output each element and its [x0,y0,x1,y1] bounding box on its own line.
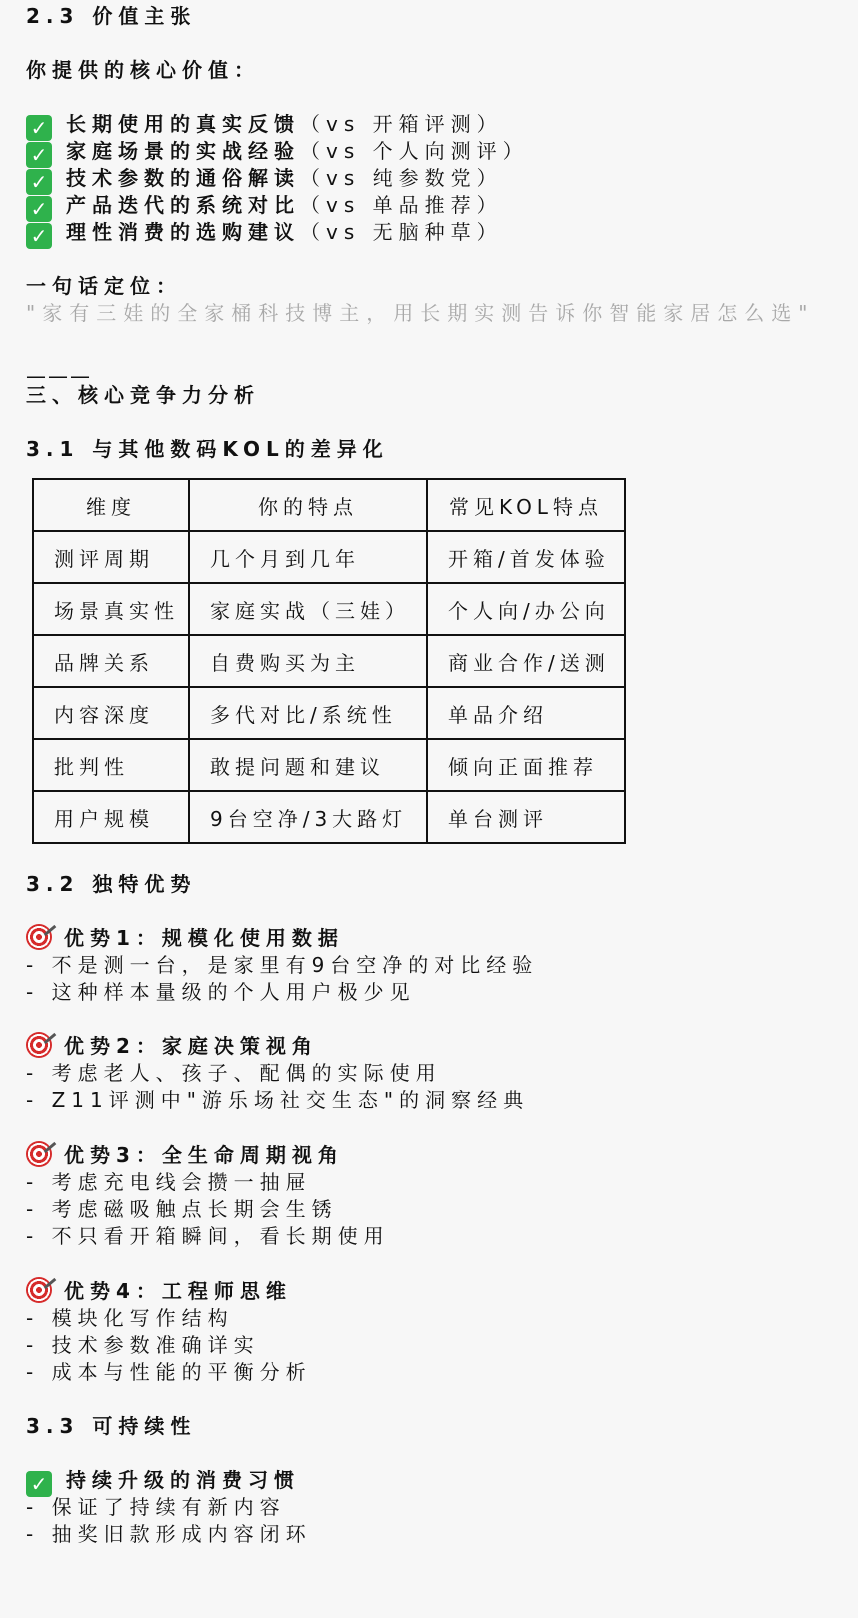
table-header-row [33,479,625,531]
advantage-title-text: 优势4：工程师思维 [64,1279,292,1303]
target-icon [26,924,52,950]
table-cell: 用户规模 [33,791,189,843]
advantage-point: - 考虑老人、孩子、配偶的实际使用 [26,1061,442,1085]
table-cell: 场景真实性 [33,583,189,635]
table-cell: 多代对比/系统性 [189,687,427,739]
table-row [33,635,625,687]
table-cell: 几个月到几年 [189,531,427,583]
table-header: 你的特点 [189,479,427,531]
advantage-point: - 这种样本量级的个人用户极少见 [26,980,416,1004]
check-mark-icon: ✓ [26,196,52,222]
table-cell: 倾向正面推荐 [427,739,625,791]
section-heading-3-3: 3.3 可持续性 [26,1414,197,1438]
table-cell: 9台空净/3大路灯 [189,791,427,843]
table-row [33,687,625,739]
check-mark-icon: ✓ [26,223,52,249]
value-vs: （vs 纯参数党） [300,166,503,190]
value-item [26,218,503,249]
sustainability-point: - 抽奖旧款形成内容闭环 [26,1522,312,1546]
table-row [33,791,625,843]
advantage-point: - Z11评测中"游乐场社交生态"的洞察经典 [26,1088,530,1112]
positioning-label: 一句话定位： [26,274,182,298]
advantage-point: - 成本与性能的平衡分析 [26,1360,312,1384]
sustainability-point: - 保证了持续有新内容 [26,1495,286,1519]
table-cell: 商业合作/送测 [427,635,625,687]
table-row [33,739,625,791]
section-heading-3: 三、核心竞争力分析 [26,383,260,407]
check-mark-icon: ✓ [26,115,52,141]
table-cell: 单台测评 [427,791,625,843]
advantage-title [26,1141,344,1169]
table-row [33,583,625,635]
value-strong: 长期使用的真实反馈 [66,112,300,136]
section-heading-3-1: 3.1 与其他数码KOL的差异化 [26,437,389,461]
target-icon [26,1141,52,1167]
advantage-title [26,924,344,952]
section-heading-3-2: 3.2 独特优势 [26,872,197,896]
table-cell: 单品介绍 [427,687,625,739]
value-strong: 技术参数的通俗解读 [66,166,300,190]
value-strong: 家庭场景的实战经验 [66,139,300,163]
value-strong: 理性消费的选购建议 [66,220,300,244]
table-cell: 家庭实战（三娃） [189,583,427,635]
advantage-point: - 考虑充电线会攒一抽屉 [26,1170,312,1194]
check-mark-icon: ✓ [26,169,52,195]
advantage-title-text: 优势3：全生命周期视角 [64,1143,344,1167]
table-cell: 品牌关系 [33,635,189,687]
table-cell: 自费购买为主 [189,635,427,687]
value-vs: （vs 开箱评测） [300,112,503,136]
advantage-title [26,1277,292,1305]
advantage-point: - 不是测一台，是家里有9台空净的对比经验 [26,953,539,977]
target-icon [26,1277,52,1303]
table-cell: 敢提问题和建议 [189,739,427,791]
core-value-label: 你提供的核心价值： [26,58,260,82]
advantage-point: - 模块化写作结构 [26,1306,234,1330]
advantage-point: - 不只看开箱瞬间，看长期使用 [26,1224,390,1248]
table-row [33,531,625,583]
positioning-quote: "家有三娃的全家桶科技博主，用长期实测告诉你智能家居怎么选" [26,301,815,325]
table-cell: 内容深度 [33,687,189,739]
section-heading-2-3: 2.3 价值主张 [26,4,197,28]
table-cell: 测评周期 [33,531,189,583]
table-cell: 开箱/首发体验 [427,531,625,583]
comparison-table [32,478,626,844]
value-vs: （vs 个人向测评） [300,139,529,163]
sustainability-title: 持续升级的消费习惯 [66,1468,300,1492]
table-cell: 个人向/办公向 [427,583,625,635]
target-icon [26,1032,52,1058]
check-mark-icon: ✓ [26,1471,52,1497]
value-vs: （vs 单品推荐） [300,193,503,217]
table-header: 常见KOL特点 [427,479,625,531]
divider: ——— [26,364,92,388]
advantage-point: - 考虑磁吸触点长期会生锈 [26,1197,338,1221]
advantage-title [26,1032,318,1060]
advantage-title-text: 优势1：规模化使用数据 [64,926,344,950]
advantage-title-text: 优势2：家庭决策视角 [64,1034,318,1058]
table-header: 维度 [33,479,189,531]
table-cell: 批判性 [33,739,189,791]
check-mark-icon: ✓ [26,142,52,168]
advantage-point: - 技术参数准确详实 [26,1333,260,1357]
value-vs: （vs 无脑种草） [300,220,503,244]
value-strong: 产品迭代的系统对比 [66,193,300,217]
